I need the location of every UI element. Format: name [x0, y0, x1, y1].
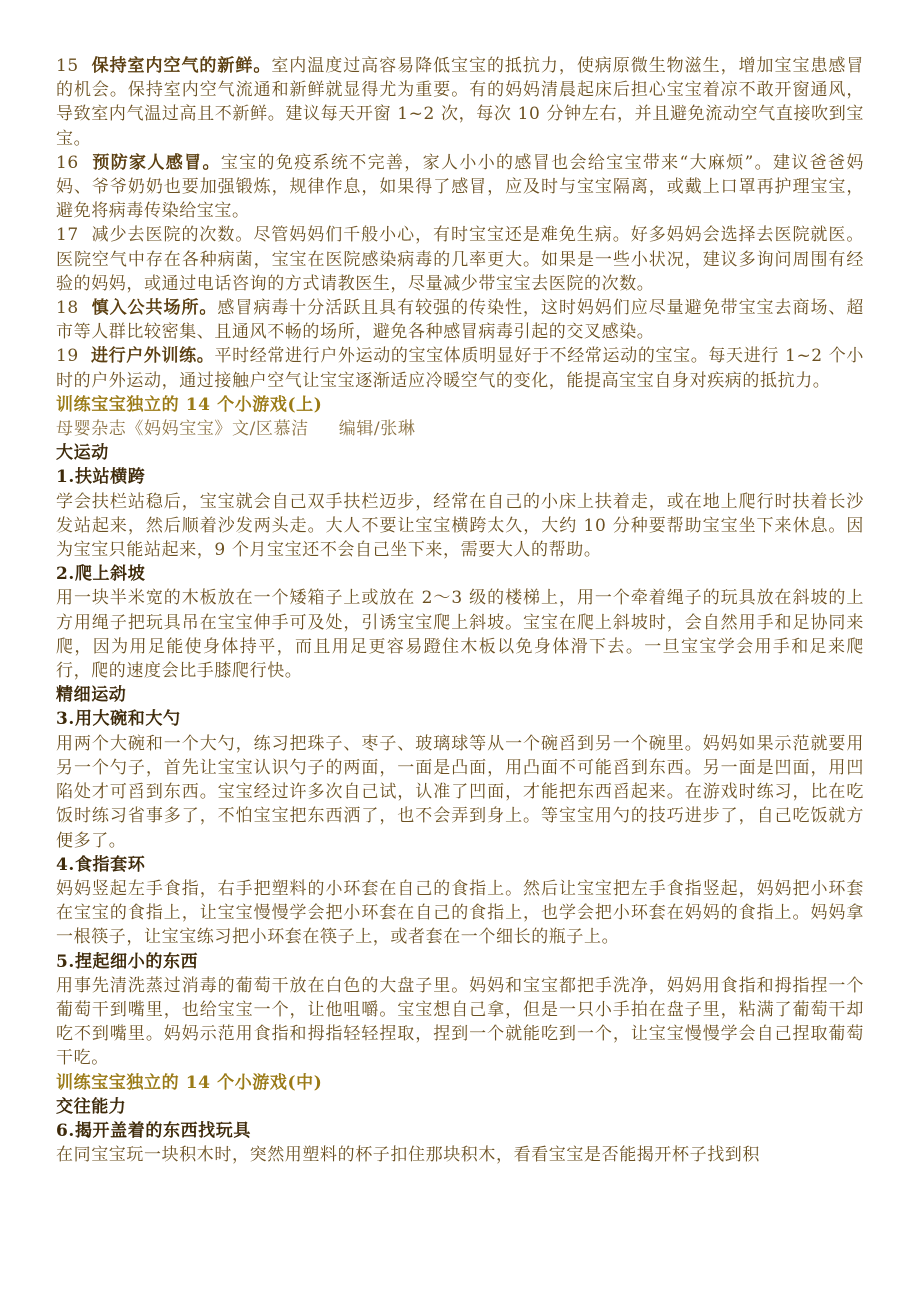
- item-body: 室内温度过高容易降低宝宝的抵抗力，使病原微生物滋生，增加宝宝患感冒的机会。保持室内空气流通和新鲜就显得尤为重要。有的妈妈清晨起床后担心宝宝着凉不敢开窗通风，导致室内气温过高且不新鲜。建议每天开窗 1~2 次，每次 10 分钟左右，并且避免流动空气直接吹到宝宝。: [56, 56, 864, 149]
- game-4-body: 妈妈竖起左手食指，右手把塑料的小环套在自己的食指上。然后让宝宝把左手食指竖起，妈妈把小环套在宝宝的食指上，让宝宝慢慢学会把小环套在自己的食指上，也学会把小环套在妈妈的食指上。妈妈拿一根筷子，让宝宝练习把小环套在筷子上，或者套在一个细长的瓶子上。: [56, 878, 864, 948]
- item-body: 减少去医院的次数。尽管妈妈们千般小心，有时宝宝还是难免生病。好多妈妈会选择去医院就医。医院空气中存在各种病菌，宝宝在医院感染病毒的几率更大。如果是一些小状况，建议多询问周围有经验的妈妈，或通过电话咨询的方式请教医生，尽量减少带宝宝去医院的次数。: [56, 225, 864, 294]
- item-title: 进行户外训练。: [90, 346, 215, 367]
- item-title: 慎入公共场所。: [91, 298, 218, 319]
- item-17: [56, 223, 864, 296]
- game-5-title: 5.捏起细小的东西: [56, 951, 199, 972]
- byline: [56, 417, 864, 441]
- game-3-title: 3.用大碗和大勺: [56, 709, 181, 730]
- game-2-body: 用一块半米宽的木板放在一个矮箱子上或放在 2～3 级的楼梯上，用一个牵着绳子的玩具放在斜坡的上方用绳子把玩具吊在宝宝伸手可及处，引诱宝宝爬上斜坡。宝宝在爬上斜坡时，会自然用手和足协同来爬，因为用足能使身体持平，而且用足更容易蹬住木板以免身体滑下去。一旦宝宝学会用手和足来爬行，爬的速度会比手膝爬行快。: [56, 588, 864, 682]
- item-16: [56, 151, 864, 224]
- item-title: 保持室内空气的新鲜。: [91, 56, 272, 76]
- section-title-part2: 训练宝宝独立的 14 个小游戏(中): [56, 1072, 323, 1093]
- item-15: [56, 54, 864, 151]
- item-number: 16: [56, 152, 79, 173]
- game-2-title: 2.爬上斜坡: [56, 564, 146, 585]
- game-5-body: 用事先清洗蒸过消毒的葡萄干放在白色的大盘子里。妈妈和宝宝都把手洗净，妈妈用食指和拇指捏一个葡萄干到嘴里，也给宝宝一个，让他咀嚼。宝宝想自己拿，但是一只小手拍在盘子里，粘满了葡萄干却吃不到嘴里。妈妈示范用食指和拇指轻轻捏取，捏到一个就能吃到一个，让宝宝慢慢学会自己捏取葡萄干吃。: [56, 975, 864, 1069]
- item-number: 15: [56, 56, 79, 76]
- byline-source: 母婴杂志《妈妈宝宝》文/区慕洁: [56, 419, 309, 440]
- item-number: 18: [56, 298, 79, 319]
- game-6-title: 6.揭开盖着的东西找玩具: [56, 1120, 251, 1141]
- item-title: 预防家人感冒。: [92, 152, 221, 173]
- game-1-body: 学会扶栏站稳后，宝宝就会自己双手扶栏迈步，经常在自己的小床上扶着走，或在地上爬行时扶着长沙发站起来，然后顺着沙发两头走。大人不要让宝宝横跨太久，大约 10 分种要帮助宝宝坐下来休息。因为宝宝只能站起来，9 个月宝宝还不会自己坐下来，需要大人的帮助。: [56, 491, 864, 561]
- category-social: 交往能力: [56, 1096, 127, 1117]
- game-6-body: 在同宝宝玩一块积木时，突然用塑料的杯子扣住那块积木，看看宝宝是否能揭开杯子找到积: [56, 1145, 760, 1166]
- category-fine-motor: 精细运动: [56, 685, 127, 706]
- item-body: 感冒病毒十分活跃且具有较强的传染性，这时妈妈们应尽量避免带宝宝去商场、超市等人群比较密集、且通风不畅的场所，避免各种感冒病毒引起的交叉感染。: [56, 298, 864, 343]
- game-4-title: 4.食指套环: [56, 854, 146, 875]
- item-number: 19: [56, 346, 79, 367]
- item-19: [56, 344, 864, 392]
- item-body: 平时经常进行户外运动的宝宝体质明显好于不经常运动的宝宝。每天进行 1~2 个小时的户外运动，通过接触户空气让宝宝逐渐适应冷暖空气的变化，能提高宝宝自身对疾病的抵抗力。: [56, 346, 864, 391]
- section-title-part1: 训练宝宝独立的 14 个小游戏(上): [56, 394, 323, 415]
- item-body: 宝宝的免疫系统不完善，家人小小的感冒也会给宝宝带来“大麻烦”。建议爸爸妈妈、爷爷奶奶也要加强锻炼，规律作息，如果得了感冒，应及时与宝宝隔离，或戴上口罩再护理宝宝，避免将病毒传染给宝宝。: [56, 152, 865, 222]
- item-number: 17: [56, 225, 79, 246]
- category-gross-motor: 大运动: [56, 443, 109, 464]
- item-18: [56, 296, 864, 344]
- game-3-body: 用两个大碗和一个大勺，练习把珠子、枣子、玻璃球等从一个碗舀到另一个碗里。妈妈如果示范就要用另一个勺子，首先让宝宝认识勺子的两面，一面是凸面，用凸面不可能舀到东西。另一面是凹面，用凹陷处才可舀到东西。宝宝经过许多次自己试，认准了凹面，才能把东西舀起来。在游戏时练习，比在吃饭时练习省事多了，不怕宝宝把东西洒了，也不会弄到身上。等宝宝用勺的技巧进步了，自己吃饭就方便多了。: [56, 733, 864, 851]
- byline-editor: 编辑/张琳: [338, 419, 416, 440]
- game-1-title: 1.扶站横跨: [56, 467, 146, 488]
